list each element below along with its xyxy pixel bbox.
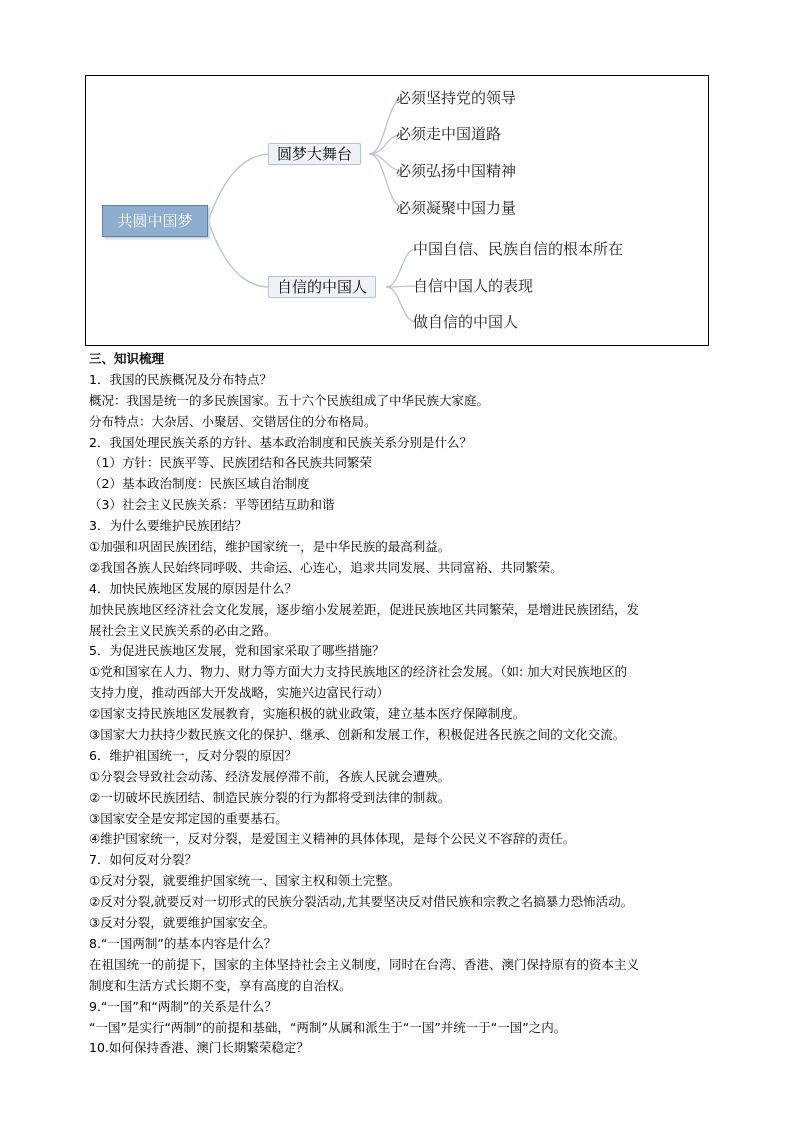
question-line: 6．维护祖国统一，反对分裂的原因？ bbox=[89, 747, 297, 763]
answer-line: 制度和生活方式长期不变，享有高度的自治权。 bbox=[89, 977, 352, 993]
mind-map-root: 共圆中国梦 bbox=[102, 205, 208, 237]
answer-line: 概况：我国是统一的多民族国家。五十六个民族组成了中华民族大家庭。 bbox=[89, 392, 490, 408]
answer-line: 加快民族地区经济社会文化发展，逐步缩小发展差距，促进民族地区共同繁荣，是增进民族团结，发 bbox=[89, 601, 640, 617]
answer-line: ②一切破坏民族团结、制造民族分裂的行为都将受到法律的制裁。 bbox=[89, 789, 451, 805]
answer-line: ②我国各族人民始终同呼吸、共命运、心连心，追求共同发展、共同富裕、共同繁荣。 bbox=[89, 559, 563, 575]
mind-map-leaf: 必须弘扬中国精神 bbox=[396, 162, 517, 180]
connector-root-branch-1 bbox=[208, 154, 268, 221]
answer-line: 在祖国统一的前提下，国家的主体坚持社会主义制度，同时在台湾、香港、澳门保持原有的资本主义 bbox=[89, 956, 640, 972]
question-line: 9.“一国”和“两制”的关系是什么？ bbox=[89, 998, 277, 1014]
mind-map-leaf: 自信中国人的表现 bbox=[413, 277, 534, 295]
question-line: 8.“一国两制”的基本内容是什么？ bbox=[89, 935, 277, 951]
question-line: 5．为促进民族地区发展，党和国家采取了哪些措施？ bbox=[89, 643, 385, 659]
question-line: 2．我国处理民族关系的方针、基本政治制度和民族关系分别是什么？ bbox=[89, 434, 472, 450]
answer-line: ③国家大力扶持少数民族文化的保护、继承、创新和发展工作，积极促进各民族之间的文化交流。 bbox=[89, 727, 626, 743]
connector-b2-leaf-1 bbox=[386, 249, 416, 287]
mind-map-leaf: 中国自信、民族自信的根本所在 bbox=[413, 240, 624, 258]
connector-root-branch-2 bbox=[208, 221, 268, 287]
mind-map-leaf: 必须凝聚中国力量 bbox=[396, 199, 517, 217]
answer-line: 支持力度，推动西部大开发战略，实施兴边富民行动） bbox=[89, 685, 390, 701]
answer-line: ③国家安全是安邦定国的重要基石。 bbox=[89, 810, 288, 826]
answer-line: 展社会主义民族关系的必由之路。 bbox=[89, 622, 277, 638]
answer-line: ①反对分裂，就要维护国家统一、国家主权和领土完整。 bbox=[89, 873, 401, 889]
mind-map-branch-2: 自信的中国人 bbox=[268, 276, 376, 298]
answer-line: ①分裂会导致社会动荡、经济发展停滞不前，各族人民就会遭殃。 bbox=[89, 768, 451, 784]
mind-map-leaf: 做自信的中国人 bbox=[413, 313, 519, 331]
answer-line: “一国”是实行“两制”的前提和基础，“两制”从属和派生于“一国”并统一于“一国”之内。 bbox=[89, 1019, 567, 1035]
question-line: 1．我国的民族概况及分布特点？ bbox=[89, 371, 272, 387]
knowledge-review-text bbox=[89, 349, 709, 1059]
question-line: 4．加快民族地区发展的原因是什么？ bbox=[89, 580, 297, 596]
answer-line: （1）方针：民族平等、民族团结和各民族共同繁荣 bbox=[89, 455, 372, 471]
section-heading: 三、知识梳理 bbox=[89, 351, 165, 366]
answer-line: （3）社会主义民族关系：平等团结互助和谐 bbox=[89, 497, 335, 513]
question-line: 3．为什么要维护民族团结？ bbox=[89, 518, 247, 534]
mind-map-leaf: 必须走中国道路 bbox=[396, 125, 502, 143]
mind-map bbox=[85, 75, 709, 346]
answer-line: 分布特点：大杂居、小聚居、交错居住的分布格局。 bbox=[89, 413, 377, 429]
question-line: 7．如何反对分裂？ bbox=[89, 852, 197, 868]
answer-line: ③反对分裂，就要维护国家安全。 bbox=[89, 915, 276, 931]
mind-map-branch-1: 圆梦大舞台 bbox=[268, 143, 361, 165]
answer-line: ②反对分裂,就要反对一切形式的民族分裂活动,尤其要坚决反对借民族和宗教之名搞暴力恐怖活动。 bbox=[89, 894, 634, 910]
question-line: 10.如何保持香港、澳门长期繁荣稳定？ bbox=[89, 1040, 309, 1056]
answer-line: ①党和国家在人力、物力、财力等方面大力支持民族地区的经济社会发展。（如: 加大对民族地区的 bbox=[89, 664, 628, 680]
answer-line: ①加强和巩固民族团结，维护国家统一，是中华民族的最高利益。 bbox=[89, 539, 451, 555]
answer-line: ②国家支持民族地区发展教育，实施积极的就业政策，建立基本医疗保障制度。 bbox=[89, 706, 526, 722]
answer-line: ④维护国家统一，反对分裂，是爱国主义精神的具体体现，是每个公民义不容辞的责任。 bbox=[89, 831, 576, 847]
connector-b2-leaf-3 bbox=[386, 287, 416, 322]
answer-line: （2）基本政治制度：民族区域自治制度 bbox=[89, 476, 310, 492]
mind-map-leaf: 必须坚持党的领导 bbox=[396, 89, 517, 107]
